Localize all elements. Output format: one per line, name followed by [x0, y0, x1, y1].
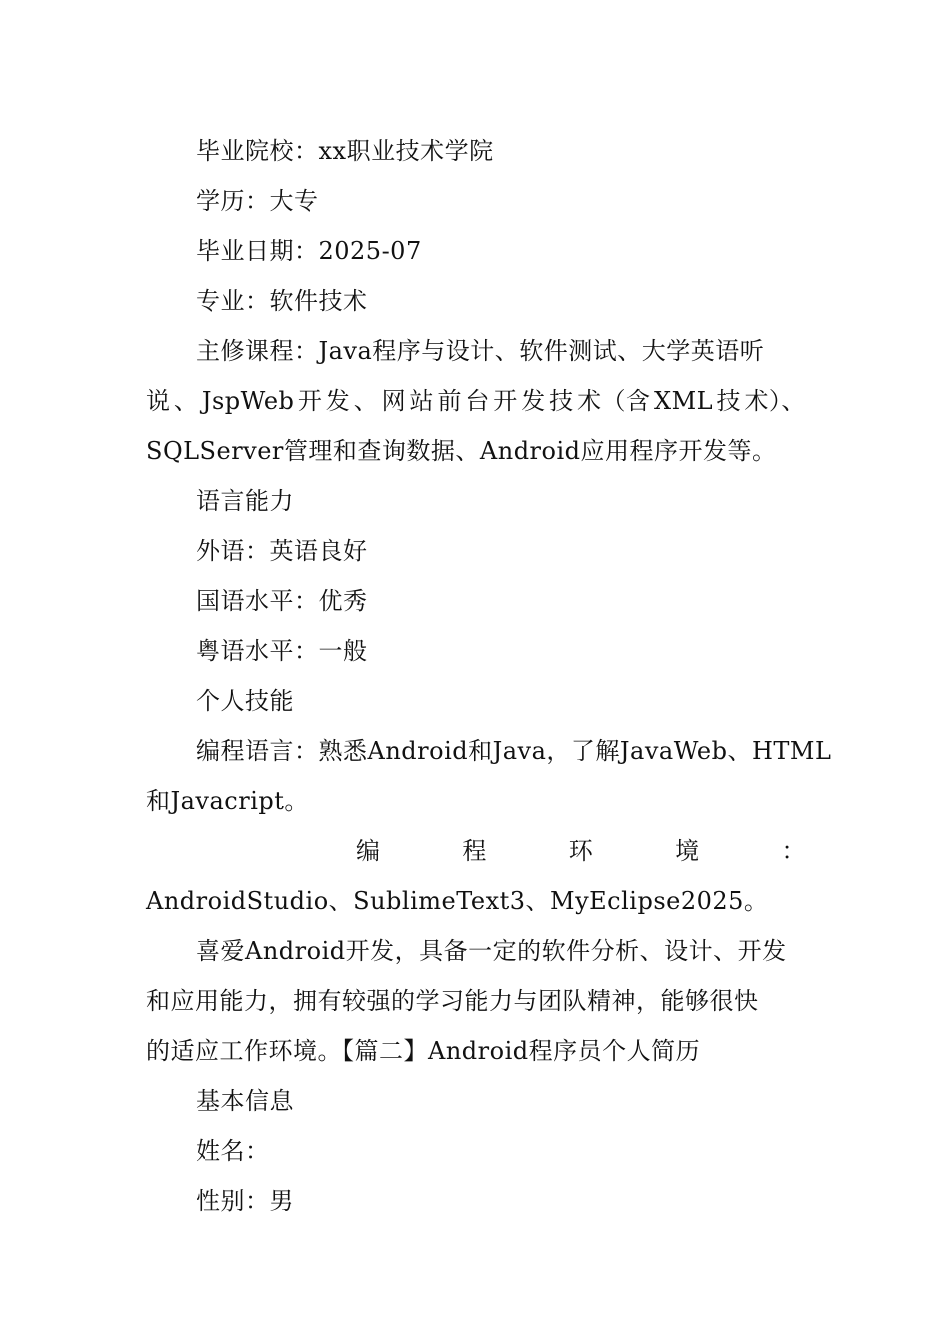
courses-line-2-part: 网: [381, 387, 407, 415]
courses-line-2-part: 发: [325, 387, 351, 415]
school-line: 毕业院校：xx职业技术学院: [196, 137, 494, 165]
mandarin-line: 国语水平：优秀: [196, 587, 368, 615]
courses-line-2-part: 技: [549, 387, 574, 415]
summary-line-1: 喜爱Android开发，具备一定的软件分析、设计、开发: [196, 937, 787, 965]
gender-line: 性别：男: [196, 1187, 294, 1215]
cantonese-line: 粤语水平：一般: [196, 637, 368, 665]
environment-line-2: AndroidStudio、SublimeText3、MyEclipse2025。: [146, 887, 769, 915]
language-heading: 语言能力: [196, 487, 294, 515]
foreign-language-line: 外语：英语良好: [196, 537, 368, 565]
name-line: 姓名：: [196, 1137, 270, 1165]
environment-line-1: [146, 826, 806, 876]
skills-heading: 个人技能: [196, 687, 294, 715]
environment-char: ：: [781, 837, 806, 865]
courses-line-2-part: 前: [437, 387, 462, 415]
basic-info-heading: 基本信息: [196, 1087, 294, 1115]
courses-line-2-part: 、: [353, 387, 379, 415]
courses-line-2-part: 术（含: [577, 387, 651, 415]
courses-line-2-part: 开: [297, 387, 323, 415]
courses-line-3: SQLServer管理和查询数据、Android应用程序开发等。: [146, 437, 777, 465]
programming-line-1: 编程语言：熟悉Android和Java，了解JavaWeb、HTML: [196, 737, 832, 765]
courses-line-2-part: JspWeb: [201, 387, 295, 415]
resume-text-body: [146, 126, 832, 1226]
environment-char: 境: [675, 837, 700, 865]
courses-line-1: 主修课程：Java程序与设计、软件测试、大学英语听: [196, 337, 765, 365]
programming-line-2: 和Javacript。: [146, 787, 309, 815]
summary-line-3: 的适应工作环境。【篇二】Android程序员个人简历: [146, 1037, 701, 1065]
courses-line-2-part: XML: [653, 387, 714, 415]
education-line: 学历：大专: [196, 187, 319, 215]
major-line: 专业：软件技术: [196, 287, 368, 315]
courses-line-2-part: 开: [493, 387, 518, 415]
courses-line-2-part: 说: [146, 387, 171, 415]
courses-line-2: [146, 376, 806, 426]
summary-line-2: 和应用能力，拥有较强的学习能力与团队精神，能够很快: [146, 987, 759, 1015]
environment-char: 环: [568, 837, 594, 865]
environment-char: 编: [356, 837, 381, 865]
courses-line-2-part: 技: [716, 387, 742, 415]
courses-line-2-part: 发: [521, 387, 546, 415]
graduation-date-line: 毕业日期：2025-07: [196, 237, 422, 265]
courses-line-2-part: 站: [409, 387, 435, 415]
environment-char: 程: [462, 837, 487, 865]
courses-line-2-part: 、: [173, 387, 199, 415]
courses-line-2-part: 台: [465, 387, 490, 415]
courses-line-2-part: 术）、: [744, 387, 806, 415]
